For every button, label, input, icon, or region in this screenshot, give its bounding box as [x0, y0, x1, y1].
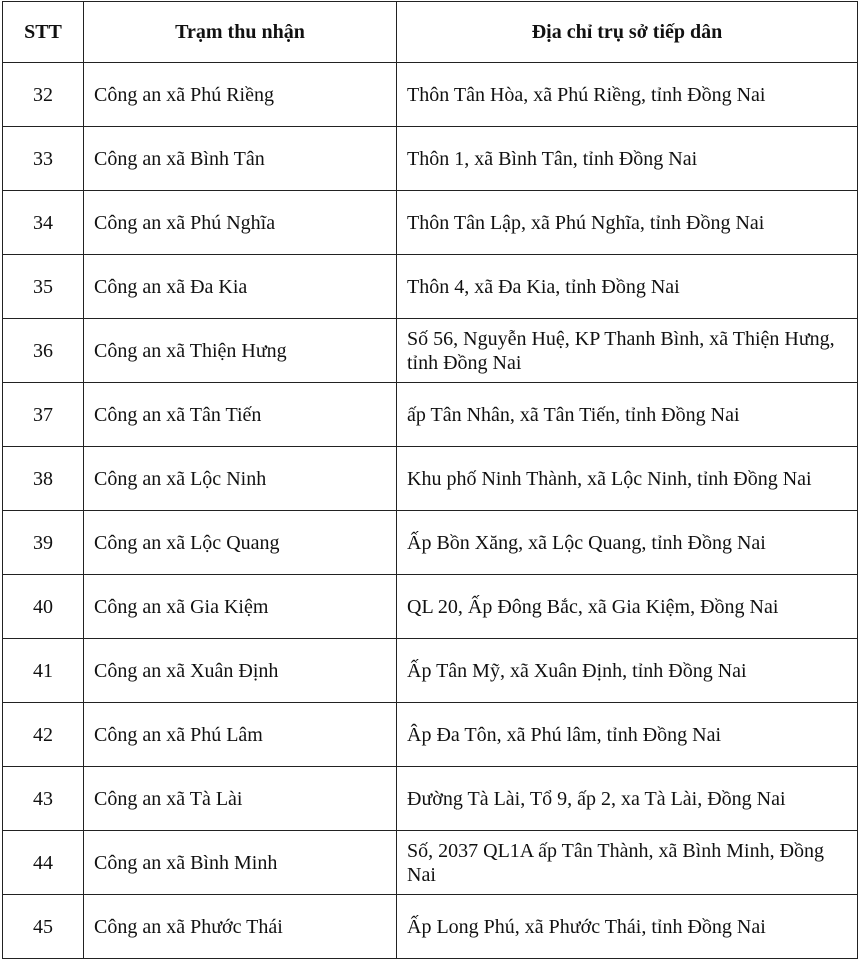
- table-row: [3, 319, 858, 383]
- row-address: Thôn Tân Lập, xã Phú Nghĩa, tỉnh Đồng Nai: [397, 191, 858, 255]
- row-stt: 42: [3, 703, 84, 767]
- row-station: Công an xã Đa Kia: [84, 255, 397, 319]
- reception-stations-table: [2, 1, 858, 959]
- row-station: Công an xã Gia Kiệm: [84, 575, 397, 639]
- row-stt: 39: [3, 511, 84, 575]
- row-address: Âp Đa Tôn, xã Phú lâm, tỉnh Đồng Nai: [397, 703, 858, 767]
- table-row: [3, 575, 858, 639]
- row-address: Khu phố Ninh Thành, xã Lộc Ninh, tỉnh Đồng Nai: [397, 447, 858, 511]
- row-stt: 44: [3, 831, 84, 895]
- row-stt: 37: [3, 383, 84, 447]
- row-stt: 35: [3, 255, 84, 319]
- header-row: [3, 2, 858, 63]
- row-address: Số, 2037 QL1A ấp Tân Thành, xã Bình Minh, Đồng Nai: [397, 831, 858, 895]
- row-stt: 33: [3, 127, 84, 191]
- table-row: [3, 127, 858, 191]
- row-address: Thôn Tân Hòa, xã Phú Riềng, tỉnh Đồng Nai: [397, 63, 858, 127]
- table-header: [3, 2, 858, 63]
- row-address: Đường Tà Lài, Tổ 9, ấp 2, xa Tà Lài, Đồng Nai: [397, 767, 858, 831]
- row-station: Công an xã Bình Tân: [84, 127, 397, 191]
- row-stt: 32: [3, 63, 84, 127]
- table-row: [3, 447, 858, 511]
- table-row: [3, 191, 858, 255]
- header-station: Trạm thu nhận: [84, 2, 397, 63]
- row-stt: 34: [3, 191, 84, 255]
- row-station: Công an xã Bình Minh: [84, 831, 397, 895]
- table-row: [3, 767, 858, 831]
- row-address: Thôn 1, xã Bình Tân, tỉnh Đồng Nai: [397, 127, 858, 191]
- row-station: Công an xã Xuân Định: [84, 639, 397, 703]
- table-row: [3, 255, 858, 319]
- row-station: Công an xã Phú Lâm: [84, 703, 397, 767]
- row-station: Công an xã Tân Tiến: [84, 383, 397, 447]
- row-stt: 36: [3, 319, 84, 383]
- table-body: [3, 63, 858, 959]
- row-station: Công an xã Thiện Hưng: [84, 319, 397, 383]
- row-address: Ấp Tân Mỹ, xã Xuân Định, tỉnh Đồng Nai: [397, 639, 858, 703]
- table-row: [3, 639, 858, 703]
- row-station: Công an xã Lộc Quang: [84, 511, 397, 575]
- row-stt: 41: [3, 639, 84, 703]
- row-station: Công an xã Phú Riềng: [84, 63, 397, 127]
- table-row: [3, 383, 858, 447]
- row-stt: 43: [3, 767, 84, 831]
- row-station: Công an xã Phú Nghĩa: [84, 191, 397, 255]
- row-station: Công an xã Lộc Ninh: [84, 447, 397, 511]
- row-station: Công an xã Tà Lài: [84, 767, 397, 831]
- table-row: [3, 703, 858, 767]
- row-stt: 38: [3, 447, 84, 511]
- header-stt: STT: [3, 2, 84, 63]
- header-address: Địa chỉ trụ sở tiếp dân: [397, 2, 858, 63]
- row-station: Công an xã Phước Thái: [84, 895, 397, 959]
- table-row: [3, 831, 858, 895]
- row-address: Ấp Bồn Xăng, xã Lộc Quang, tỉnh Đồng Nai: [397, 511, 858, 575]
- table-row: [3, 63, 858, 127]
- row-address: QL 20, Ấp Đông Bắc, xã Gia Kiệm, Đồng Nai: [397, 575, 858, 639]
- row-address: Thôn 4, xã Đa Kia, tỉnh Đồng Nai: [397, 255, 858, 319]
- table-row: [3, 511, 858, 575]
- row-stt: 40: [3, 575, 84, 639]
- row-address: Số 56, Nguyễn Huệ, KP Thanh Bình, xã Thiện Hưng, tỉnh Đồng Nai: [397, 319, 858, 383]
- row-address: Ấp Long Phú, xã Phước Thái, tỉnh Đồng Nai: [397, 895, 858, 959]
- table-row: [3, 895, 858, 959]
- row-address: ấp Tân Nhân, xã Tân Tiến, tỉnh Đồng Nai: [397, 383, 858, 447]
- row-stt: 45: [3, 895, 84, 959]
